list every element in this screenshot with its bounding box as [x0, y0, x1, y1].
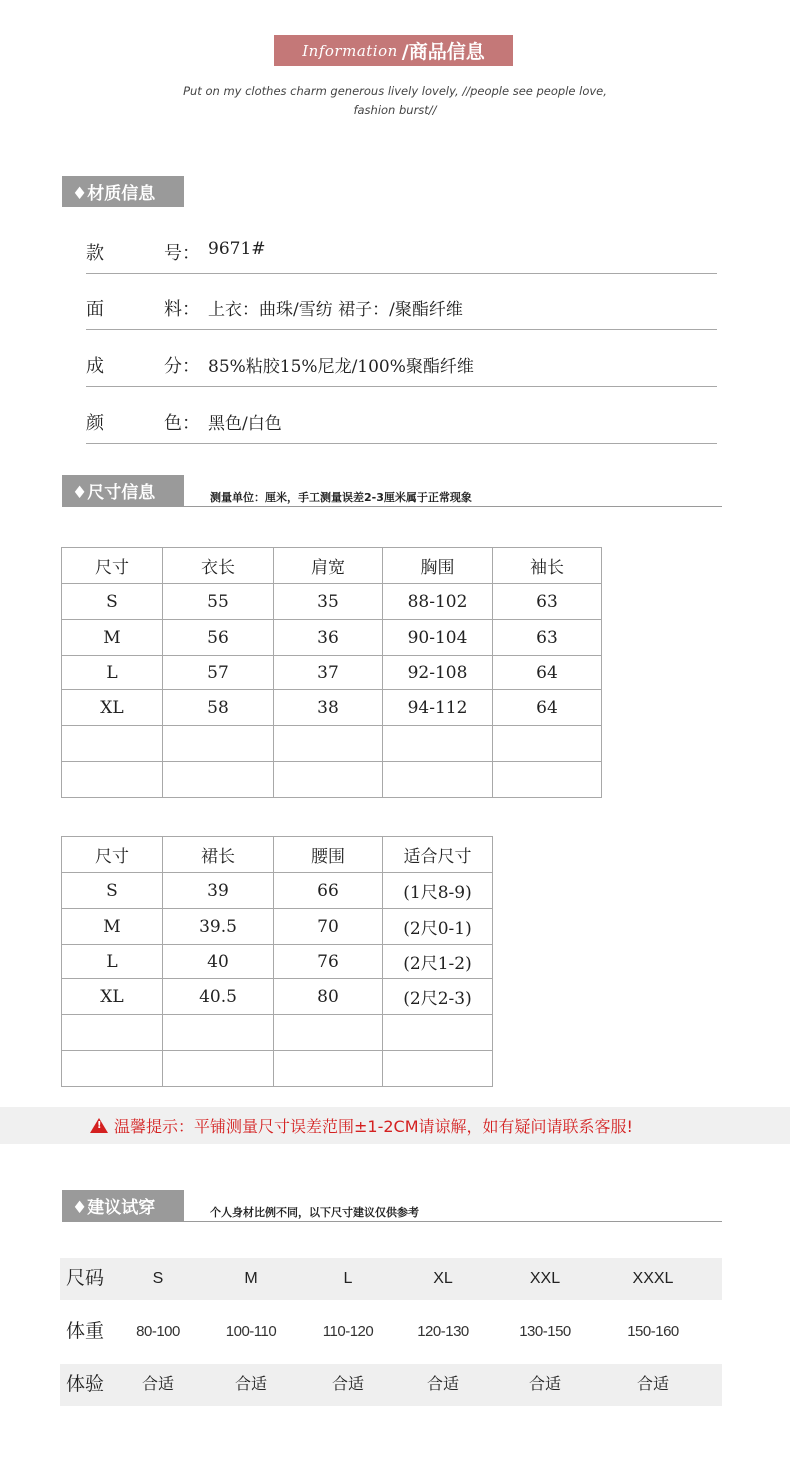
- material-key: 成: [86, 356, 104, 377]
- table-header-cell: 袖长: [493, 548, 602, 584]
- suggest-cell: 合适: [234, 1376, 267, 1393]
- tagline-line-1: Put on my clothes charm generous lively lovely, //people see people love,: [183, 84, 607, 98]
- size-section-divider: [62, 506, 722, 507]
- size-section-title: ♦尺寸信息: [62, 475, 184, 506]
- table-cell: [62, 762, 163, 798]
- table-cell: 63: [493, 620, 602, 656]
- table-cell: [383, 1051, 493, 1087]
- header-title: /商品信息: [401, 41, 485, 63]
- suggest-row-label: 尺码: [66, 1268, 105, 1289]
- suggest-row-label: 体重: [66, 1321, 105, 1342]
- table-cell: 36: [274, 620, 383, 656]
- table-cell: L: [62, 656, 163, 690]
- table-cell: 35: [274, 584, 383, 620]
- suggest-cell: 合适: [426, 1376, 459, 1393]
- table-row: [62, 726, 602, 762]
- table-cell: S: [62, 584, 163, 620]
- suggest-cell: 130-150: [519, 1323, 571, 1340]
- material-section-title: ♦材质信息: [62, 176, 184, 207]
- table-cell: (1尺8-9): [383, 873, 493, 909]
- table-cell: 66: [274, 873, 383, 909]
- material-key: 款: [86, 243, 104, 264]
- suggest-cell: XXXL: [632, 1270, 674, 1287]
- header-title-banner: [274, 35, 513, 66]
- tagline-line-2: fashion burst//: [353, 103, 437, 117]
- suggest-cell: 合适: [528, 1376, 561, 1393]
- table-cell: 63: [493, 584, 602, 620]
- suggest-cell: L: [343, 1270, 353, 1287]
- table-row: [62, 690, 602, 726]
- table-cell: 70: [274, 909, 383, 945]
- top-size-table: [61, 547, 602, 798]
- table-cell: 64: [493, 656, 602, 690]
- table-cell: 88-102: [383, 584, 493, 620]
- suggest-cell: XL: [433, 1270, 453, 1287]
- table-cell: 39: [163, 873, 274, 909]
- table-cell: [62, 1015, 163, 1051]
- table-header-cell: 腰围: [274, 837, 383, 873]
- table-row: [62, 1015, 493, 1051]
- table-row: [62, 945, 493, 979]
- suggest-section-divider: [62, 1221, 722, 1222]
- material-value: 85%粘胶15%尼龙/100%聚酯纤维: [208, 357, 474, 377]
- table-cell: [163, 726, 274, 762]
- table-cell: [383, 726, 493, 762]
- table-cell: [274, 1015, 383, 1051]
- table-cell: XL: [62, 979, 163, 1015]
- suggest-row-size: [60, 1258, 722, 1300]
- warning-triangle-icon: !: [90, 1118, 108, 1133]
- table-cell: 56: [163, 620, 274, 656]
- table-header-cell: 尺寸: [62, 548, 163, 584]
- suggest-cell: 合适: [141, 1376, 174, 1393]
- material-key-suffix: 分：: [164, 356, 200, 377]
- table-row: [62, 656, 602, 690]
- table-cell: 90-104: [383, 620, 493, 656]
- table-cell: (2尺1-2): [383, 945, 493, 979]
- table-cell: [274, 762, 383, 798]
- table-cell: [274, 1051, 383, 1087]
- suggest-cell: XXL: [529, 1270, 561, 1287]
- table-header-cell: 肩宽: [274, 548, 383, 584]
- table-row: [62, 762, 602, 798]
- table-cell: [274, 726, 383, 762]
- table-cell: 94-112: [383, 690, 493, 726]
- material-key-suffix: 色：: [164, 413, 200, 434]
- table-cell: (2尺0-1): [383, 909, 493, 945]
- material-key-suffix: 号：: [164, 243, 200, 264]
- table-cell: 40: [163, 945, 274, 979]
- table-cell: [163, 762, 274, 798]
- table-cell: [383, 762, 493, 798]
- table-cell: XL: [62, 690, 163, 726]
- suggest-cell: 110-120: [322, 1323, 374, 1340]
- suggest-row-weight: [60, 1311, 722, 1353]
- size-section-note: 测量单位：厘米，手工测量误差2-3厘米属于正常现象: [210, 491, 472, 504]
- material-key: 面: [86, 299, 104, 320]
- table-row: [62, 979, 493, 1015]
- material-row-fabric: [86, 273, 717, 330]
- table-cell: 58: [163, 690, 274, 726]
- material-value: 9671#: [208, 239, 266, 259]
- table-cell: S: [62, 873, 163, 909]
- table-cell: 80: [274, 979, 383, 1015]
- table-cell: M: [62, 909, 163, 945]
- table-cell: 64: [493, 690, 602, 726]
- table-cell: [493, 726, 602, 762]
- table-cell: L: [62, 945, 163, 979]
- suggest-section-title: ♦建议试穿: [62, 1190, 184, 1221]
- table-cell: 92-108: [383, 656, 493, 690]
- suggest-cell: 80-100: [136, 1323, 180, 1340]
- material-row-composition: [86, 330, 717, 387]
- suggest-cell: 150-160: [627, 1323, 679, 1340]
- table-cell: M: [62, 620, 163, 656]
- header-script-text: Information: [302, 41, 398, 60]
- table-header-cell: 适合尺寸: [383, 837, 493, 873]
- suggest-row-label: 体验: [66, 1374, 105, 1395]
- table-cell: [163, 1051, 274, 1087]
- table-cell: 55: [163, 584, 274, 620]
- suggest-row-fit: [60, 1364, 722, 1406]
- suggest-cell: 合适: [636, 1376, 669, 1393]
- material-key: 颜: [86, 413, 104, 434]
- skirt-size-table: [61, 836, 493, 1087]
- table-cell: [383, 1015, 493, 1051]
- suggest-cell: 合适: [331, 1376, 364, 1393]
- table-cell: [62, 1051, 163, 1087]
- table-header-cell: 裙长: [163, 837, 274, 873]
- table-header-row: [62, 548, 602, 584]
- material-row-color: [86, 387, 717, 444]
- table-header-cell: 胸围: [383, 548, 493, 584]
- table-cell: (2尺2-3): [383, 979, 493, 1015]
- table-cell: [62, 726, 163, 762]
- table-row: [62, 873, 493, 909]
- table-row: [62, 620, 602, 656]
- material-value: 上衣：曲珠/雪纺 裙子：/聚酯纤维: [208, 300, 463, 320]
- table-cell: 39.5: [163, 909, 274, 945]
- material-row-style-number: [86, 217, 717, 274]
- suggest-section-note: 个人身材比例不同，以下尺寸建议仅供参考: [210, 1206, 419, 1219]
- table-row: [62, 584, 602, 620]
- table-cell: 57: [163, 656, 274, 690]
- table-cell: 40.5: [163, 979, 274, 1015]
- warning-bar: [0, 1107, 790, 1144]
- material-key-suffix: 料：: [164, 299, 200, 320]
- table-cell: 76: [274, 945, 383, 979]
- table-header-cell: 尺寸: [62, 837, 163, 873]
- table-cell: [493, 762, 602, 798]
- table-cell: 38: [274, 690, 383, 726]
- suggest-cell: 120-130: [417, 1323, 469, 1340]
- table-cell: 37: [274, 656, 383, 690]
- material-value: 黑色/白色: [208, 414, 282, 434]
- suggest-cell: S: [152, 1270, 164, 1287]
- table-row: [62, 1051, 493, 1087]
- table-header-cell: 衣长: [163, 548, 274, 584]
- suggest-cell: 100-110: [225, 1323, 277, 1340]
- warning-text: 温馨提示：平铺测量尺寸误差范围±1-2CM请谅解，如有疑问请联系客服!: [114, 1117, 633, 1136]
- table-header-row: [62, 837, 493, 873]
- suggest-cell: M: [244, 1270, 258, 1287]
- table-cell: [163, 1015, 274, 1051]
- table-row: [62, 909, 493, 945]
